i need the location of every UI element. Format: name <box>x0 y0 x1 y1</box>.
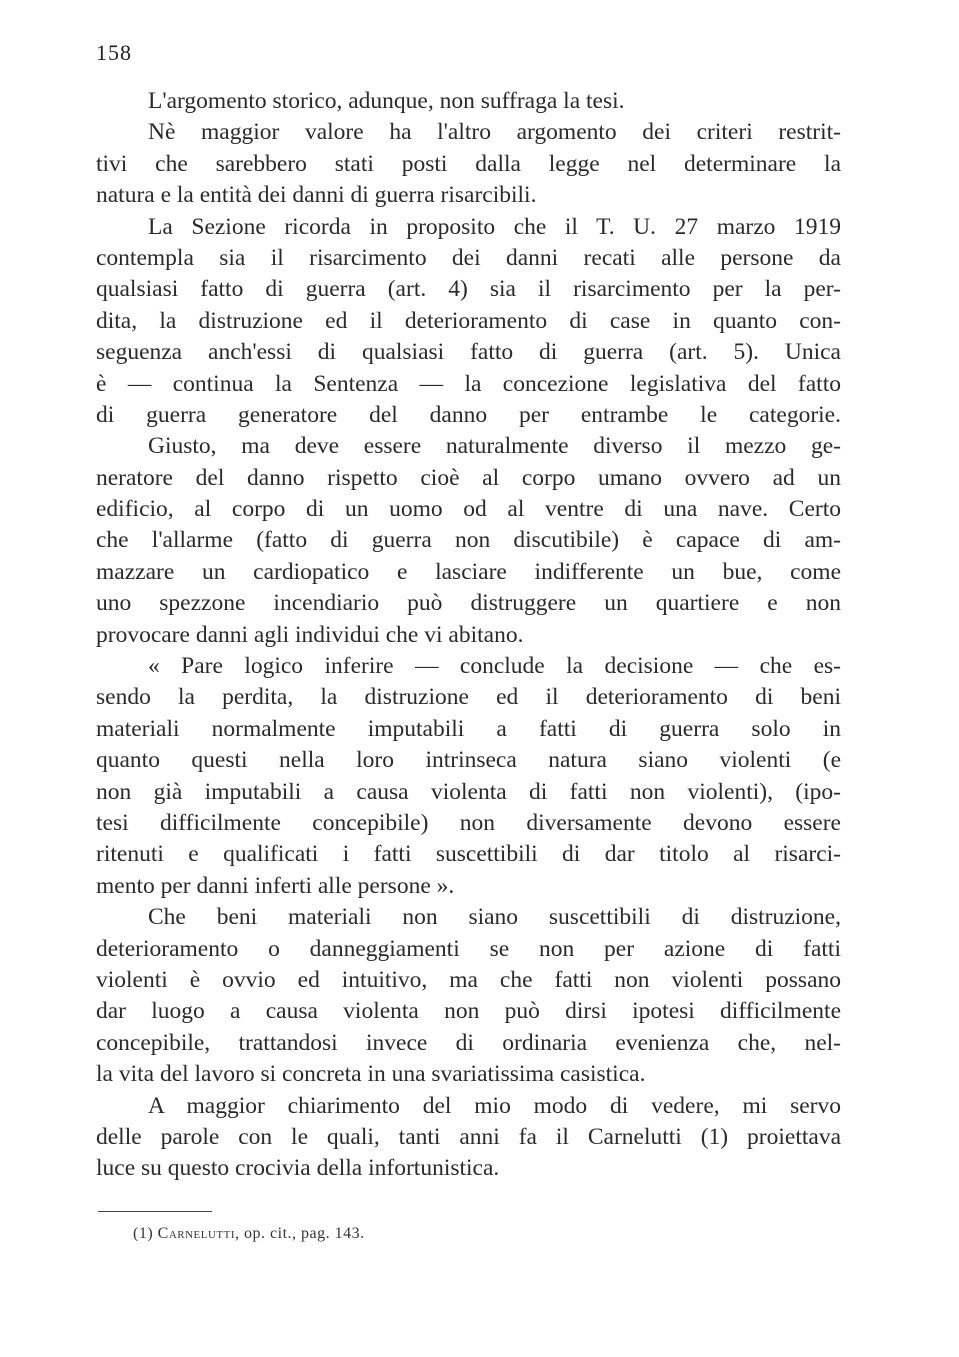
text-line: non già imputabili a causa violenta di fatti non violenti), (ipo- <box>96 778 841 805</box>
footnote <box>133 1225 365 1243</box>
text-line: la vita del lavoro si concreta in una svariatissima casistica. <box>96 1061 646 1088</box>
text-line: materiali normalmente imputabili a fatti di guerra solo in <box>96 715 841 742</box>
text-line: delle parole con le quali, tanti anni fa il Carnelutti (1) proiettava <box>96 1123 841 1150</box>
text-line: di guerra generatore del danno per entrambe le categorie. <box>96 401 841 428</box>
page-number: 158 <box>96 40 132 65</box>
text-line: che l'allarme (fatto di guerra non discutibile) è capace di am- <box>96 527 841 554</box>
text-line: A maggior chiarimento del mio modo di vedere, mi servo <box>148 1092 841 1119</box>
text-line: uno spezzone incendiario può distruggere un quartiere e non <box>96 590 841 617</box>
text-line: Giusto, ma deve essere naturalmente diverso il mezzo ge- <box>148 433 841 460</box>
text-line: qualsiasi fatto di guerra (art. 4) sia il risarcimento per la per- <box>96 276 841 303</box>
text-line: edificio, al corpo di un uomo od al ventre di una nave. Certo <box>96 496 841 523</box>
text-line: luce su questo crocivia della infortunistica. <box>96 1155 500 1182</box>
text-line: concepibile, trattandosi invece di ordinaria evenienza che, nel- <box>96 1029 841 1056</box>
text-line: La Sezione ricorda in proposito che il T. U. 27 marzo 1919 <box>148 213 841 240</box>
text-line: « Pare logico inferire — conclude la decisione — che es- <box>148 653 841 680</box>
text-line: L'argomento storico, adunque, non suffraga la tesi. <box>148 88 625 114</box>
text-line: violenti è ovvio ed intuitivo, ma che fatti non violenti possano <box>96 966 841 993</box>
text-line: Che beni materiali non siano suscettibili di distruzione, <box>148 904 841 931</box>
text-line: sendo la perdita, la distruzione ed il deterioramento di beni <box>96 684 841 711</box>
text-line: tivi che sarebbero stati posti dalla legge nel determinare la <box>96 150 841 177</box>
text-line: dita, la distruzione ed il deterioramento di case in quanto con- <box>96 307 841 334</box>
text-line: mento per danni inferti alle persone ». <box>96 872 455 899</box>
text-line: seguenza anch'essi di qualsiasi fatto di guerra (art. 5). Unica <box>96 339 841 366</box>
text-line: è — continua la Sentenza — la concezione legislativa del fatto <box>96 370 841 397</box>
body-text <box>96 86 841 1185</box>
footnote-marker: (1) <box>133 1225 154 1242</box>
text-line: provocare danni agli individui che vi abitano. <box>96 621 524 648</box>
text-line: mazzare un cardiopatico e lasciare indifferente un bue, come <box>96 558 841 585</box>
text-line: natura e la entità dei danni di guerra risarcibili. <box>96 182 537 209</box>
text-line: ritenuti e qualificati i fatti suscettibili di dar titolo al risarci- <box>96 841 841 868</box>
text-line: neratore del danno rispetto cioè al corpo umano ovvero ad un <box>96 464 841 491</box>
text-line: quanto questi nella loro intrinseca natura siano violenti (e <box>96 747 841 774</box>
footnote-citation: op. cit., pag. 143. <box>244 1225 365 1242</box>
text-line: dar luogo a causa violenta non può dirsi ipotesi difficilmente <box>96 998 841 1025</box>
text-line: deterioramento o danneggiamenti se non per azione di fatti <box>96 935 841 962</box>
footnote-author: Carnelutti, <box>157 1225 240 1242</box>
text-line: Nè maggior valore ha l'altro argomento dei criteri restrit- <box>148 119 841 146</box>
text-line: tesi difficilmente concepibile) non diversamente devono essere <box>96 809 841 836</box>
footnote-divider <box>98 1211 212 1212</box>
text-line: contempla sia il risarcimento dei danni recati alle persone da <box>96 244 841 271</box>
